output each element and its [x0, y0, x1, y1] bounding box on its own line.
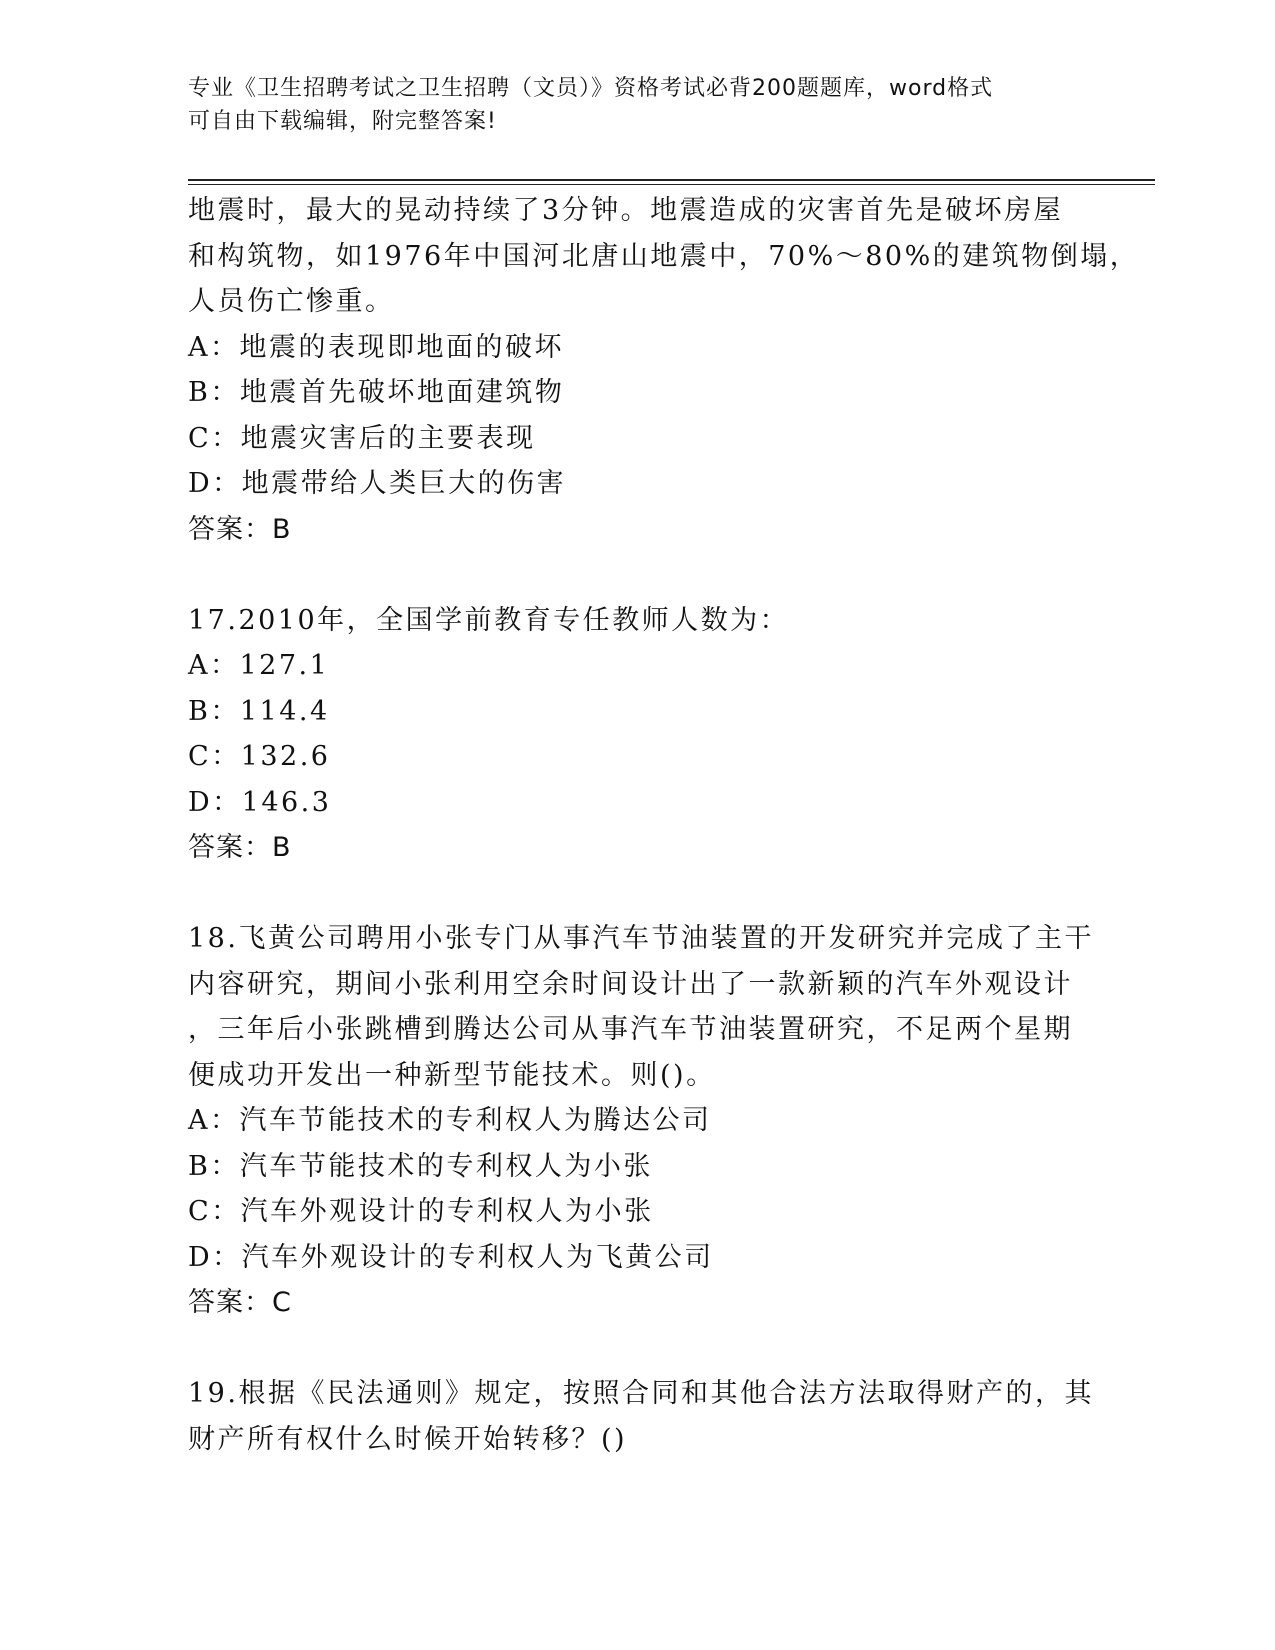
question-spacer	[188, 871, 1088, 917]
question-stem-line: 内容研究，期间小张利用空余时间设计出了一款新颖的汽车外观设计	[188, 968, 1073, 1000]
answer-line: 答案：B	[188, 513, 292, 545]
question-19	[188, 1371, 1094, 1462]
option-c: C：132.6	[188, 741, 331, 772]
question-spacer	[188, 1326, 1088, 1372]
header-line-1: 专业《卫生招聘考试之卫生招聘（文员）》资格考试必背200题题库，word格式	[188, 76, 994, 101]
question-stem-line: 18.飞黄公司聘用小张专门从事汽车节油装置的开发研究并完成了主干	[188, 923, 1094, 954]
question-spacer	[188, 552, 1088, 598]
option-c: C：汽车外观设计的专利权人为小张	[188, 1196, 654, 1227]
question-16	[188, 188, 1140, 552]
question-content	[188, 188, 1140, 1462]
question-stem-line: ，三年后小张跳槽到腾达公司从事汽车节油装置研究，不足两个星期	[188, 1014, 1073, 1045]
option-a: A：127.1	[188, 650, 330, 681]
question-stem-line: 地震时，最大的晃动持续了3分钟。地震造成的灾害首先是破坏房屋	[188, 195, 1064, 226]
answer-line: 答案：C	[188, 1287, 292, 1318]
option-b: B：114.4	[188, 695, 330, 727]
document-header	[188, 72, 1078, 138]
answer-line: 答案：B	[188, 832, 292, 863]
option-b: B：汽车节能技术的专利权人为小张	[188, 1150, 653, 1182]
header-rule-thick	[188, 179, 1155, 181]
question-18	[188, 916, 1094, 1326]
option-a: A：汽车节能技术的专利权人为腾达公司	[188, 1105, 712, 1136]
option-a: A：地震的表现即地面的破坏	[188, 331, 564, 363]
question-stem-line: 17.2010年，全国学前教育专任教师人数为：	[188, 604, 790, 636]
option-d: D：地震带给人类巨大的伤害	[188, 468, 567, 499]
question-stem-line: 和构筑物，如1976年中国河北唐山地震中，70%～80%的建筑物倒塌，	[188, 240, 1140, 272]
header-line-2: 可自由下载编辑，附完整答案!	[188, 109, 497, 134]
question-stem-line: 19.根据《民法通则》规定，按照合同和其他合法方法取得财产的，其	[188, 1378, 1094, 1409]
question-stem-line: 人员伤亡惨重。	[188, 286, 395, 317]
option-c: C：地震灾害后的主要表现	[188, 422, 536, 454]
option-b: B：地震首先破坏地面建筑物	[188, 377, 565, 408]
option-d: D：汽车外观设计的专利权人为飞黄公司	[188, 1241, 714, 1273]
option-d: D：146.3	[188, 786, 332, 818]
question-stem-line: 财产所有权什么时候开始转移？()	[188, 1423, 628, 1455]
header-rule-thin	[188, 184, 1155, 185]
question-stem-line: 便成功开发出一种新型节能技术。则()。	[188, 1059, 716, 1091]
question-17	[188, 598, 1088, 871]
